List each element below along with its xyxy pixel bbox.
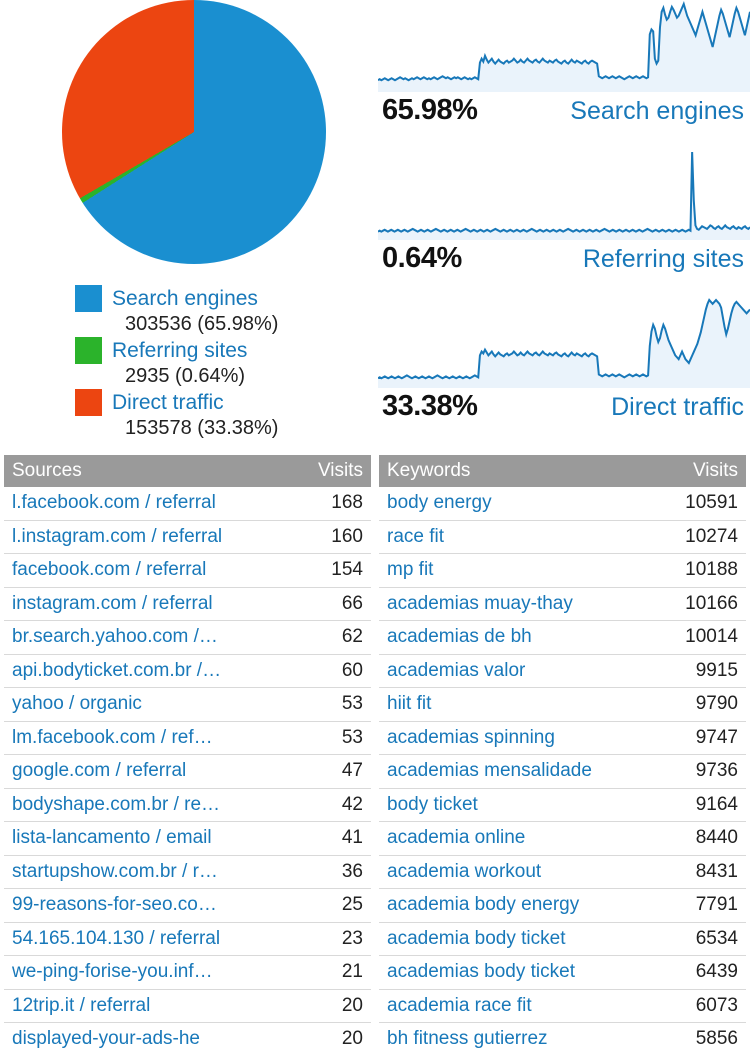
table-row[interactable] — [4, 1023, 371, 1054]
row-label: bh fitness gutierrez — [387, 1028, 548, 1050]
sources-table-header — [4, 455, 371, 487]
sparkline-referring-sites — [378, 148, 750, 296]
table-row[interactable] — [4, 822, 371, 856]
table-row[interactable] — [4, 923, 371, 957]
row-value: 9736 — [695, 760, 738, 782]
table-row[interactable] — [4, 956, 371, 990]
legend-label-search-engines: Search engines — [112, 286, 258, 310]
row-label: academia workout — [387, 860, 542, 882]
legend-item-search-engines — [75, 285, 375, 336]
row-label: academias valor — [387, 659, 526, 681]
row-value: 62 — [341, 626, 363, 648]
table-row[interactable] — [4, 621, 371, 655]
legend-label-referring-sites: Referring sites — [112, 338, 248, 362]
row-value: 8440 — [695, 827, 738, 849]
legend-item-referring-sites — [75, 337, 375, 388]
row-label: api.bodyticket.com.br /… — [12, 659, 222, 681]
table-row[interactable] — [4, 789, 371, 823]
row-value: 66 — [341, 592, 363, 614]
legend-label-direct-traffic: Direct traffic — [112, 390, 224, 414]
row-value: 10591 — [685, 492, 738, 514]
row-label: race fit — [387, 525, 445, 547]
row-value: 23 — [341, 927, 363, 949]
row-value: 160 — [331, 525, 363, 547]
row-value: 6534 — [695, 927, 738, 949]
row-label: academias spinning — [387, 726, 555, 748]
sparkline-panels — [378, 0, 750, 455]
keywords-column-header: Keywords — [387, 460, 471, 481]
legend-value-search-engines: 303536 (65.98%) — [125, 313, 279, 335]
row-label: bodyshape.com.br / re… — [12, 793, 221, 815]
sources-table — [4, 455, 371, 1054]
table-row[interactable] — [379, 1023, 746, 1054]
legend-swatch-direct-traffic — [75, 389, 102, 416]
table-row[interactable] — [4, 722, 371, 756]
row-value: 168 — [331, 492, 363, 514]
row-label: l.facebook.com / referral — [12, 492, 216, 514]
row-label: br.search.yahoo.com /… — [12, 626, 218, 648]
sparkline-chart-direct-traffic — [378, 296, 750, 388]
table-row[interactable] — [4, 554, 371, 588]
row-label: we-ping-forise-you.inf… — [12, 961, 213, 983]
table-row[interactable] — [379, 588, 746, 622]
table-row[interactable] — [4, 588, 371, 622]
row-label: facebook.com / referral — [12, 559, 207, 581]
sparkline-title-referring-sites: Referring sites — [582, 245, 744, 273]
table-row[interactable] — [379, 990, 746, 1024]
row-value: 9790 — [695, 693, 738, 715]
table-row[interactable] — [379, 856, 746, 890]
row-label: body ticket — [387, 793, 478, 815]
table-row[interactable] — [4, 487, 371, 521]
row-value: 53 — [341, 693, 363, 715]
table-row[interactable] — [379, 956, 746, 990]
table-row[interactable] — [4, 755, 371, 789]
table-row[interactable] — [379, 789, 746, 823]
row-value: 8431 — [695, 860, 738, 882]
legend-value-referring-sites: 2935 (0.64%) — [125, 365, 246, 387]
row-label: google.com / referral — [12, 760, 187, 782]
keywords-visits-column-header: Visits — [692, 460, 738, 481]
table-row[interactable] — [379, 521, 746, 555]
keywords-table — [379, 455, 746, 1054]
sparkline-title-search-engines: Search engines — [570, 97, 744, 125]
row-value: 41 — [341, 827, 363, 849]
legend-value-direct-traffic: 153578 (33.38%) — [125, 417, 279, 439]
keywords-table-body — [379, 487, 746, 1054]
row-label: lista-lancamento / email — [12, 827, 212, 849]
sparkline-chart-referring-sites — [378, 148, 750, 240]
row-label: 12trip.it / referral — [12, 994, 151, 1016]
row-label: academia body energy — [387, 894, 580, 916]
legend-item-direct-traffic — [75, 389, 375, 440]
sparkline-percent-direct-traffic: 33.38% — [382, 390, 478, 422]
row-label: academias body ticket — [387, 961, 575, 983]
row-value: 6439 — [695, 961, 738, 983]
legend-swatch-search-engines — [75, 285, 102, 312]
row-label: academia race fit — [387, 994, 532, 1016]
legend-swatch-referring-sites — [75, 337, 102, 364]
sparkline-percent-search-engines: 65.98% — [382, 94, 478, 126]
row-value: 20 — [341, 1028, 363, 1050]
sparkline-search-engines — [378, 0, 750, 148]
table-row[interactable] — [379, 755, 746, 789]
row-label: academias de bh — [387, 626, 532, 648]
row-value: 10014 — [685, 626, 738, 648]
sparkline-direct-traffic — [378, 296, 750, 444]
traffic-sources-pie-chart — [62, 0, 326, 264]
top-section — [0, 0, 750, 455]
row-value: 60 — [341, 659, 363, 681]
row-value: 7791 — [695, 894, 738, 916]
row-value: 47 — [341, 760, 363, 782]
row-value: 42 — [341, 793, 363, 815]
row-label: hiit fit — [387, 693, 432, 715]
sources-visits-column-header: Visits — [317, 460, 363, 481]
pie-legend — [75, 285, 375, 441]
table-row[interactable] — [379, 688, 746, 722]
table-row[interactable] — [379, 621, 746, 655]
row-label: 54.165.104.130 / referral — [12, 927, 221, 949]
table-row[interactable] — [4, 889, 371, 923]
table-row[interactable] — [379, 487, 746, 521]
row-value: 36 — [341, 860, 363, 882]
row-value: 6073 — [695, 994, 738, 1016]
sources-table-body — [4, 487, 371, 1054]
sparkline-caption-search-engines — [378, 94, 750, 127]
table-row[interactable] — [379, 722, 746, 756]
row-label: displayed-your-ads-he — [12, 1028, 200, 1050]
row-label: lm.facebook.com / ref… — [12, 726, 213, 748]
table-row[interactable] — [4, 521, 371, 555]
sparkline-caption-referring-sites — [378, 242, 750, 275]
table-row[interactable] — [379, 923, 746, 957]
table-row[interactable] — [4, 856, 371, 890]
row-label: mp fit — [387, 559, 434, 581]
row-value: 10274 — [685, 525, 738, 547]
table-row[interactable] — [4, 688, 371, 722]
row-label: instagram.com / referral — [12, 592, 213, 614]
row-value: 9915 — [695, 659, 738, 681]
row-value: 9164 — [695, 793, 738, 815]
table-row[interactable] — [379, 655, 746, 689]
row-label: academias mensalidade — [387, 760, 592, 782]
table-row[interactable] — [4, 655, 371, 689]
row-label: academias muay-thay — [387, 592, 573, 614]
table-row[interactable] — [4, 990, 371, 1024]
row-label: body energy — [387, 492, 492, 514]
row-value: 21 — [341, 961, 363, 983]
row-label: academia online — [387, 827, 526, 849]
table-row[interactable] — [379, 889, 746, 923]
row-value: 10166 — [685, 592, 738, 614]
row-label: l.instagram.com / referral — [12, 525, 223, 547]
row-label: 99-reasons-for-seo.co… — [12, 894, 217, 916]
sparkline-caption-direct-traffic — [378, 390, 750, 423]
table-row[interactable] — [379, 822, 746, 856]
row-value: 9747 — [695, 726, 738, 748]
keywords-table-header — [379, 455, 746, 487]
sparkline-title-direct-traffic: Direct traffic — [611, 393, 744, 421]
row-label: academia body ticket — [387, 927, 566, 949]
row-value: 5856 — [695, 1028, 738, 1050]
row-value: 10188 — [685, 559, 738, 581]
row-value: 53 — [341, 726, 363, 748]
sparkline-chart-search-engines — [378, 0, 750, 92]
row-value: 25 — [341, 894, 363, 916]
sources-column-header: Sources — [12, 460, 82, 481]
row-label: yahoo / organic — [12, 693, 142, 715]
data-tables — [0, 455, 750, 1054]
table-row[interactable] — [379, 554, 746, 588]
traffic-sources-pie-panel — [0, 0, 375, 455]
row-label: startupshow.com.br / r… — [12, 860, 218, 882]
sparkline-percent-referring-sites: 0.64% — [382, 242, 462, 274]
row-value: 20 — [341, 994, 363, 1016]
row-value: 154 — [331, 559, 363, 581]
